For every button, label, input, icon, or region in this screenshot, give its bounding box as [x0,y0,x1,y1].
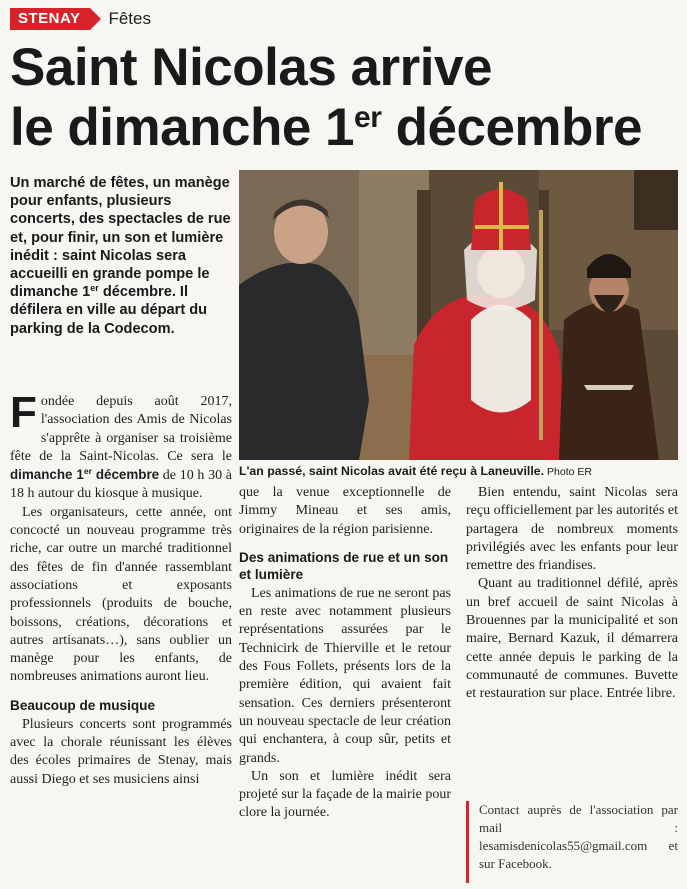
body-paragraph-2: Les organisateurs, cette année, ont concocté un nouveau programme très riche, car outre un marché traditionnel des fêtes de fin d'année rassemblant associations et exposants professionnels (produits de bouche, boissons, créations, décorations et autres artisanats…), sans oublier un manège pour les enfants, de nombreuses animations auront lieu. [10,504,232,685]
p1-bold-part1: dimanche 1 [10,467,84,483]
article-photo [239,170,678,460]
photo-illustration [239,170,678,460]
caption-text: L'an passé, saint Nicolas avait été reçu à Laneuville. [239,464,545,478]
lead-text-part1: Un marché de fêtes, un manège pour enfants, plusieurs concerts, des spectacles de rue et, pour finir, un son et lumière inédit : saint Nicolas sera accueilli en grande pompe le dimanche 1 [10,175,231,301]
subhead-street: Des animations de rue et un son et lumière [239,549,449,582]
body-paragraph-5: Les animations de rue ne seront pas en reste avec notamment plusieurs représentations assurées par le Technicirk de Thierville et le retour des Fous Follets, présents lors de la première édition, qui avaient fait sensation. Ces derniers présenteront un nouveau spectacle de leur création qui enchantera, à coup sûr, petits et grands. [239,585,451,766]
lead-text-part2: décembre. Il défilera en ville au départ du parking de la Codecom. [10,284,208,337]
column-2 [239,484,451,823]
headline [10,38,680,158]
body-paragraph-6: Un son et lumière inédit sera projeté sur la façade de la mairie pour clore la journée. [239,768,451,821]
p1-text-a: ondée depuis août 2017, l'association des Amis de Nicolas s'apprête à organiser sa troisième fête de la Saint-Nicolas. Ce sera le [10,394,232,464]
headline-line2-end: décembre [381,98,643,157]
photo-credit: Photo ER [547,466,592,478]
lead-paragraph [10,174,232,338]
drop-cap: F [10,388,37,437]
body-paragraph-3: Plusieurs concerts sont programmés avec la chorale réunissant les élèves des écoles primaires de Stenay, mais aussi Diego et ses musiciens ainsi [10,716,232,787]
body-paragraph-7: Bien entendu, saint Nicolas sera reçu officiellement par les autorités et partagera de nombreux moments privilégiés avec les enfants pour leur remettre des friandises. [466,485,678,574]
headline-line1: Saint Nicolas arrive [10,38,492,97]
section-kicker [10,8,151,30]
column-3 [466,484,678,704]
headline-line2-sup: er [354,101,382,134]
contact-box: Contact auprès de l'association par mail : lesamisdenicolas55@gmail.com et sur Facebook. [466,801,678,883]
p1-bold-date [10,467,159,482]
body-paragraph-8: Quant au traditionnel défilé, après un bref accueil de saint Nicolas à Brouennes par la municipalité et son maire, Bernard Kazuk, il démarrera cette année depuis le parking de la communauté de communes. Buvette et restauration sur place. Entrée libre. [466,576,678,702]
p1-text-b: de 10 h 30 à 18 h autour du kiosque à musique. [10,468,232,502]
p1-bold-sup: er [83,466,92,477]
column-1 [10,388,232,789]
subhead-music: Beaucoup de musique [10,697,156,713]
lead-sup: er [90,283,99,294]
headline-line2-start: le dimanche 1 [10,98,355,157]
section-tag: STENAY [10,8,90,30]
p1-bold-part2: décembre [91,467,160,483]
body-paragraph-1 [10,388,232,504]
body-paragraph-4: que la venue exceptionnelle de Jimmy Mineau et ses amis, originaires de la région parisienne. [239,485,451,537]
photo-caption [239,463,679,480]
section-rubric: Fêtes [108,9,151,28]
